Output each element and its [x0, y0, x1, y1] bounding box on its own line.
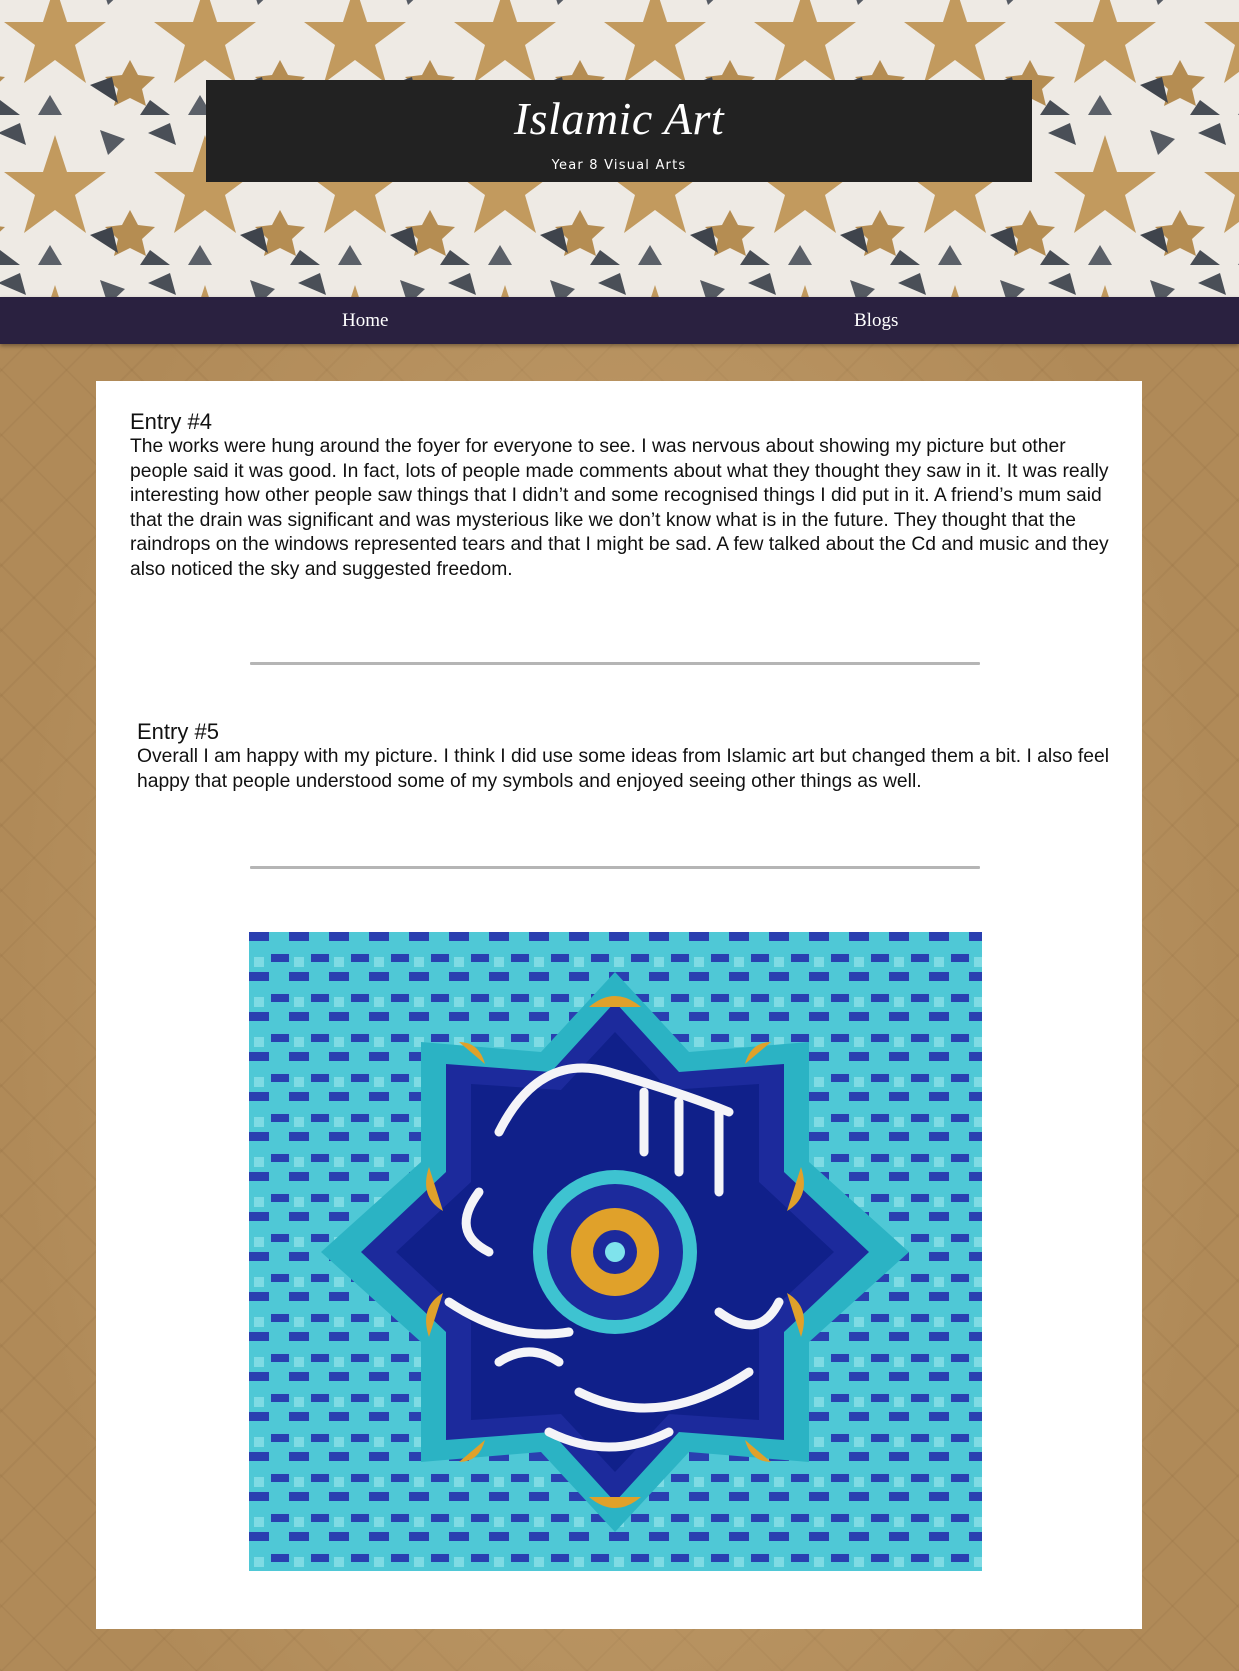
site-title: Islamic Art [513, 93, 725, 144]
mosaic-tile-image [249, 932, 982, 1571]
divider [250, 866, 980, 869]
entry-heading: Entry #5 [137, 719, 219, 744]
blog-entry [137, 719, 1122, 794]
content-card [96, 381, 1142, 1629]
entry-body: The works were hung around the foyer for everyone to see. I was nervous about showing my picture but other people said it was good. In fact, lots of people made comments about what they thought they saw in it. It was really interesting how other people saw things that I didn’t and some recognised things I did put in it. A friend’s mum said that the drain was significant and was mysterious like we don’t know what is in the future. They thought that the raindrops on the windows represented tears and that I might be sad. A few talked about the Cd and music and they also noticed the sky and suggested freedom. [130, 436, 1109, 580]
blog-entry [130, 409, 1120, 583]
divider [250, 662, 980, 665]
nav-blogs-link[interactable]: Blogs [854, 310, 899, 331]
entry-heading: Entry #4 [130, 409, 212, 434]
site-subtitle: Year 8 Visual Arts [551, 158, 687, 173]
header-banner [0, 0, 1239, 297]
title-box [206, 80, 1032, 182]
main-nav [0, 297, 1239, 344]
entry-body: Overall I am happy with my picture. I think I did use some ideas from Islamic art but changed them a bit. I also feel happy that people understood some of my symbols and enjoyed seeing other things as well. [137, 746, 1109, 792]
nav-home-link[interactable]: Home [342, 310, 389, 331]
